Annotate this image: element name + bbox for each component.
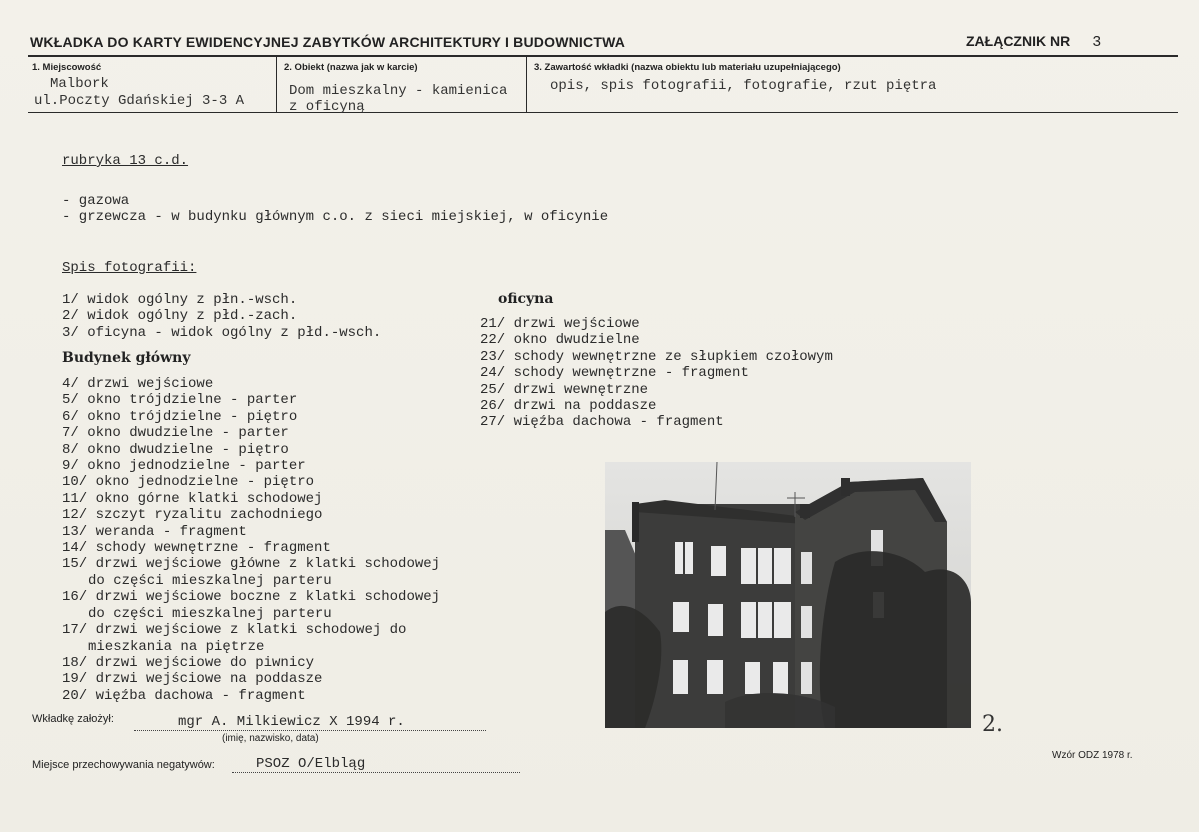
field3-label: 3. Zawartość wkładki (nazwa obiektu lub materiału uzupełniającego) bbox=[534, 62, 841, 73]
storage-value: PSOZ O/Elbląg bbox=[232, 756, 520, 773]
field1-label: 1. Miejscowość bbox=[32, 62, 102, 73]
photo-list-item: 11/ okno górne klatki schodowej bbox=[62, 490, 323, 507]
general-photo-list bbox=[62, 292, 381, 341]
field3-value: opis, spis fotografii, fotografie, rzut piętra bbox=[550, 78, 937, 94]
photo-list-item: 16/ drzwi wejściowe boczne z klatki schodowej bbox=[62, 589, 441, 606]
form-model: Wzór ODZ 1978 r. bbox=[1052, 750, 1133, 761]
field-divider-1 bbox=[276, 57, 277, 113]
field1-line2: ul.Poczty Gdańskiej 3-3 A bbox=[34, 93, 245, 109]
field2-line1: Dom mieszkalny - kamienica bbox=[289, 83, 508, 99]
photo-list-item: 9/ okno jednodzielne - parter bbox=[62, 458, 306, 475]
field2-line2: z oficyną bbox=[289, 99, 365, 115]
photo-list-item: 19/ drzwi wejściowe na poddasze bbox=[62, 671, 323, 688]
author-value: mgr A. Milkiewicz X 1994 r. bbox=[134, 714, 486, 731]
photo-list-item: 5/ okno trójdzielne - parter bbox=[62, 392, 298, 409]
author-label: Wkładkę założył: bbox=[32, 713, 114, 725]
building-photograph bbox=[605, 462, 971, 728]
photo-list-item: 12/ szczyt ryzalitu zachodniego bbox=[62, 507, 323, 524]
photo-list-item: do części mieszkalnej parteru bbox=[88, 605, 332, 622]
header-rule bbox=[28, 55, 1178, 57]
utility-heating: - grzewcza - w budynku głównym c.o. z sieci miejskiej, w oficynie bbox=[62, 209, 609, 225]
attachment-label bbox=[966, 33, 1101, 51]
photo-list-item: do części mieszkalnej parteru bbox=[88, 572, 332, 589]
photo-list-item: 13/ weranda - fragment bbox=[62, 523, 247, 540]
field-divider-2 bbox=[526, 57, 527, 113]
utility-gas: - gazowa bbox=[62, 193, 130, 209]
photo-list-item: 6/ okno trójdzielne - piętro bbox=[62, 408, 298, 425]
photo-list-item: 20/ więźba dachowa - fragment bbox=[62, 687, 306, 704]
photo-list-heading: Spis fotografii: bbox=[62, 260, 197, 276]
photo-list-item: 21/ drzwi wejściowe bbox=[480, 316, 640, 332]
photo-list-item: 15/ drzwi wejściowe główne z klatki schodowej bbox=[62, 556, 441, 573]
photo-list-item: 23/ schody wewnętrzne ze słupkiem czołowym bbox=[480, 348, 833, 365]
photo-list-item: 3/ oficyna - widok ogólny z płd.-wsch. bbox=[62, 324, 382, 341]
attachment-number: 3 bbox=[1092, 34, 1102, 51]
fields-rule bbox=[28, 112, 1178, 113]
photo-list-item: 27/ więźba dachowa - fragment bbox=[480, 414, 724, 431]
form-title: WKŁADKA DO KARTY EWIDENCYJNEJ ZABYTKÓW ARCHITEKTURY I BUDOWNICTWA bbox=[30, 34, 626, 50]
photo-list-item: 25/ drzwi wewnętrzne bbox=[480, 381, 649, 398]
main-building-photo-list bbox=[62, 376, 440, 704]
photo-list-item: 4/ drzwi wejściowe bbox=[62, 376, 214, 392]
photo-list-item: 22/ okno dwudzielne bbox=[480, 332, 640, 349]
photo-list-item: 26/ drzwi na poddasze bbox=[480, 398, 657, 415]
photo-list-item: 1/ widok ogólny z płn.-wsch. bbox=[62, 292, 298, 308]
photo-list-item: 8/ okno dwudzielne - piętro bbox=[62, 441, 289, 458]
storage-label: Miejsce przechowywania negatywów: bbox=[32, 759, 215, 771]
rubric-heading: rubryka 13 c.d. bbox=[62, 153, 189, 169]
annex-heading: oficyna bbox=[498, 291, 554, 307]
attachment-label-text: ZAŁĄCZNIK NR bbox=[966, 33, 1071, 49]
photo-list-item: 14/ schody wewnętrzne - fragment bbox=[62, 540, 331, 557]
annex-photo-list bbox=[480, 316, 833, 431]
photo-number: 2. bbox=[982, 712, 1003, 737]
photo-list-item: 7/ okno dwudzielne - parter bbox=[62, 425, 289, 442]
photo-list-item: 24/ schody wewnętrzne - fragment bbox=[480, 365, 749, 382]
building-photo-illustration bbox=[605, 462, 971, 728]
field2-label: 2. Obiekt (nazwa jak w karcie) bbox=[284, 62, 418, 73]
author-hint: (imię, nazwisko, data) bbox=[222, 733, 319, 744]
photo-list-item: mieszkania na piętrze bbox=[88, 638, 265, 655]
main-building-heading: Budynek główny bbox=[62, 350, 191, 366]
photo-list-item: 18/ drzwi wejściowe do piwnicy bbox=[62, 654, 315, 671]
field1-line1: Malbork bbox=[50, 76, 109, 92]
photo-list-item: 2/ widok ogólny z płd.-zach. bbox=[62, 308, 298, 325]
photo-list-item: 17/ drzwi wejściowe z klatki schodowej do bbox=[62, 622, 407, 639]
photo-list-item: 10/ okno jednodzielne - piętro bbox=[62, 474, 315, 491]
